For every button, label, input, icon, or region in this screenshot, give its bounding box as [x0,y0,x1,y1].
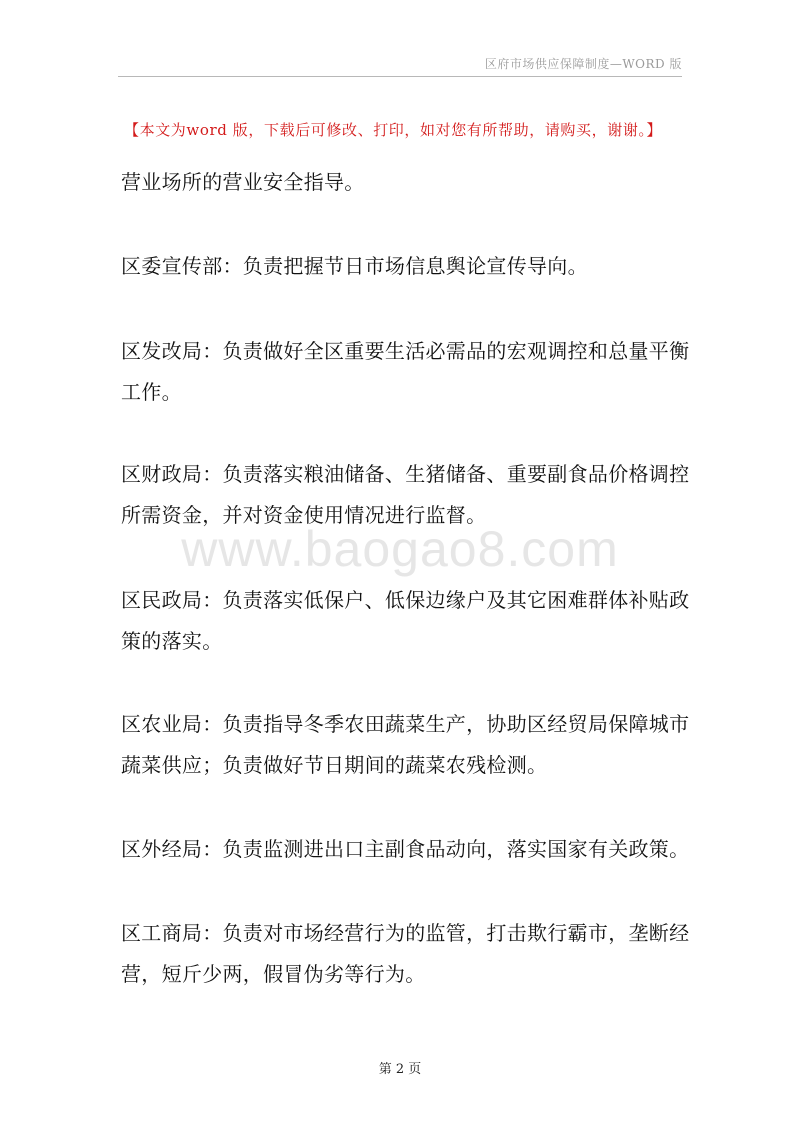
paragraph-7: 区外经局：负责监测进出口主副食品动向，落实国家有关政策。 [121,837,690,861]
watermark: www.baogao8.com [181,521,619,577]
paragraph-1: 营业场所的营业安全指导。 [121,170,365,194]
paragraph-6: 区农业局：负责指导冬季农田蔬菜生产，协助区经贸局保障城市蔬菜供应；负责做好节日期间的蔬菜农残检测。 [121,712,690,777]
paragraph-2: 区委宣传部：负责把握节日市场信息舆论宣传导向。 [121,254,588,278]
paragraph-8: 区工商局：负责对市场经营行为的监管，打击欺行霸市，垄断经营，短斤少两，假冒伪劣等行为。 [121,921,690,986]
paragraph-3: 区发改局：负责做好全区重要生活必需品的宏观调控和总量平衡工作。 [121,339,690,404]
header-divider [118,76,682,77]
paragraph-4: 区财政局：负责落实粮油储备、生猪储备、重要副食品价格调控所需资金，并对资金使用情况进行监督。 [121,462,690,527]
document-header-title: 区府市场供应保障制度—WORD 版 [484,57,682,71]
page-number: 第 2 页 [378,1062,422,1077]
paragraph-5: 区民政局：负责落实低保户、低保边缘户及其它困难群体补贴政策的落实。 [121,588,690,653]
purchase-notice: 【本文为word 版，下载后可修改、打印，如对您有所帮助，请购买，谢谢。】 [124,121,663,139]
